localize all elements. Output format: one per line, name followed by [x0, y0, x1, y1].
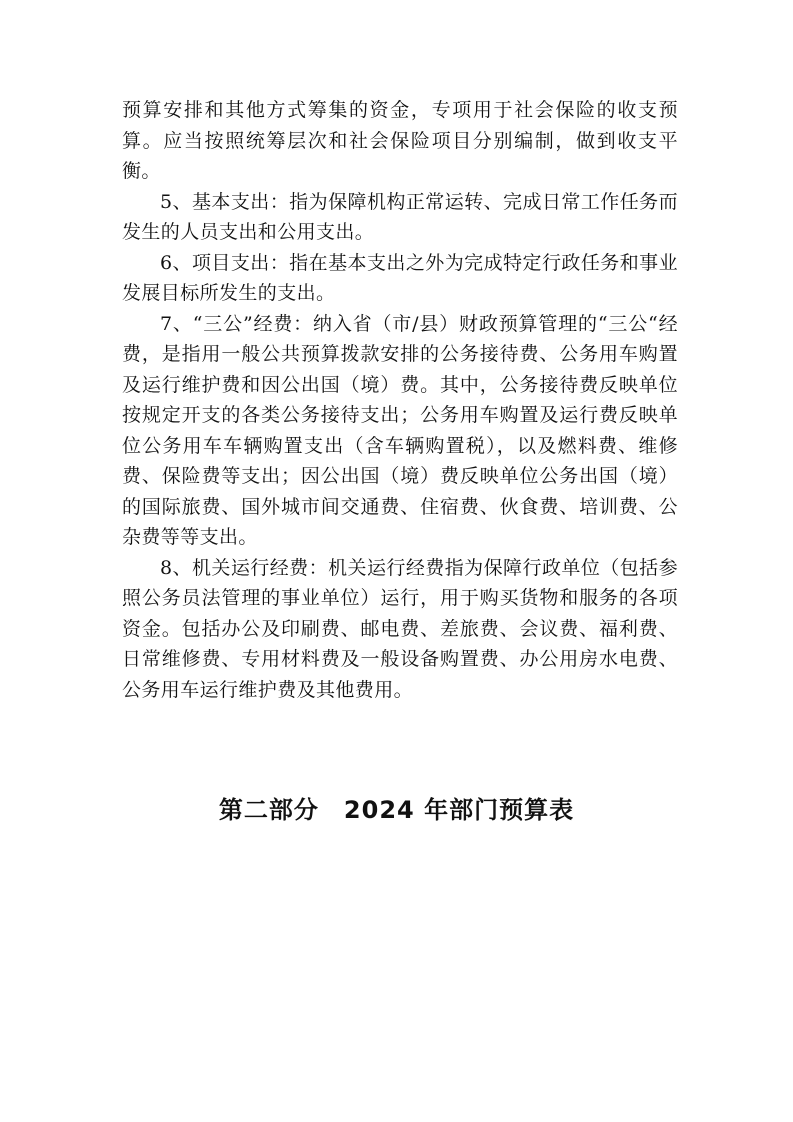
- paragraph-project-expenditure: 6、项目支出：指在基本支出之外为完成特定行政任务和事业发展目标所发生的支出。: [122, 251, 678, 304]
- paragraph-operating-expenses: 8、机关运行经费：机关运行经费指为保障行政单位（包括参照公务员法管理的事业单位）运行，用于购买货物和服务的各项资金。包括办公及印刷费、邮电费、差旅费、会议费、福利费、日常维修费、专用材料费及一般设备购置费、办公用房水电费、公务用车运行维护费及其他费用。: [122, 556, 678, 701]
- paragraph-continuation: 预算安排和其他方式筹集的资金，专项用于社会保险的收支预算。应当按照统筹层次和社会保险项目分别编制，做到收支平衡。: [122, 99, 678, 182]
- section-heading: 第二部分 2024 年部门预算表: [218, 796, 575, 824]
- document-body: [122, 95, 678, 705]
- paragraph-three-public-expenses: 7、“三公”经费：纳入省（市/县）财政预算管理的“三公“经费，是指用一般公共预算拨款安排的公务接待费、公务用车购置及运行维护费和因公出国（境）费。其中，公务接待费反映单位按规定开支的各类公务接待支出；公务用车购置及运行费反映单位公务用车车辆购置支出（含车辆购置税），以及燃料费、维修费、保险费等支出；因公出国（境）费反映单位公务出国（境）的国际旅费、国外城市间交通费、住宿费、伙食费、培训费、公杂费等等支出。: [122, 312, 678, 548]
- paragraph-basic-expenditure: 5、基本支出：指为保障机构正常运转、完成日常工作任务而发生的人员支出和公用支出。: [122, 190, 678, 243]
